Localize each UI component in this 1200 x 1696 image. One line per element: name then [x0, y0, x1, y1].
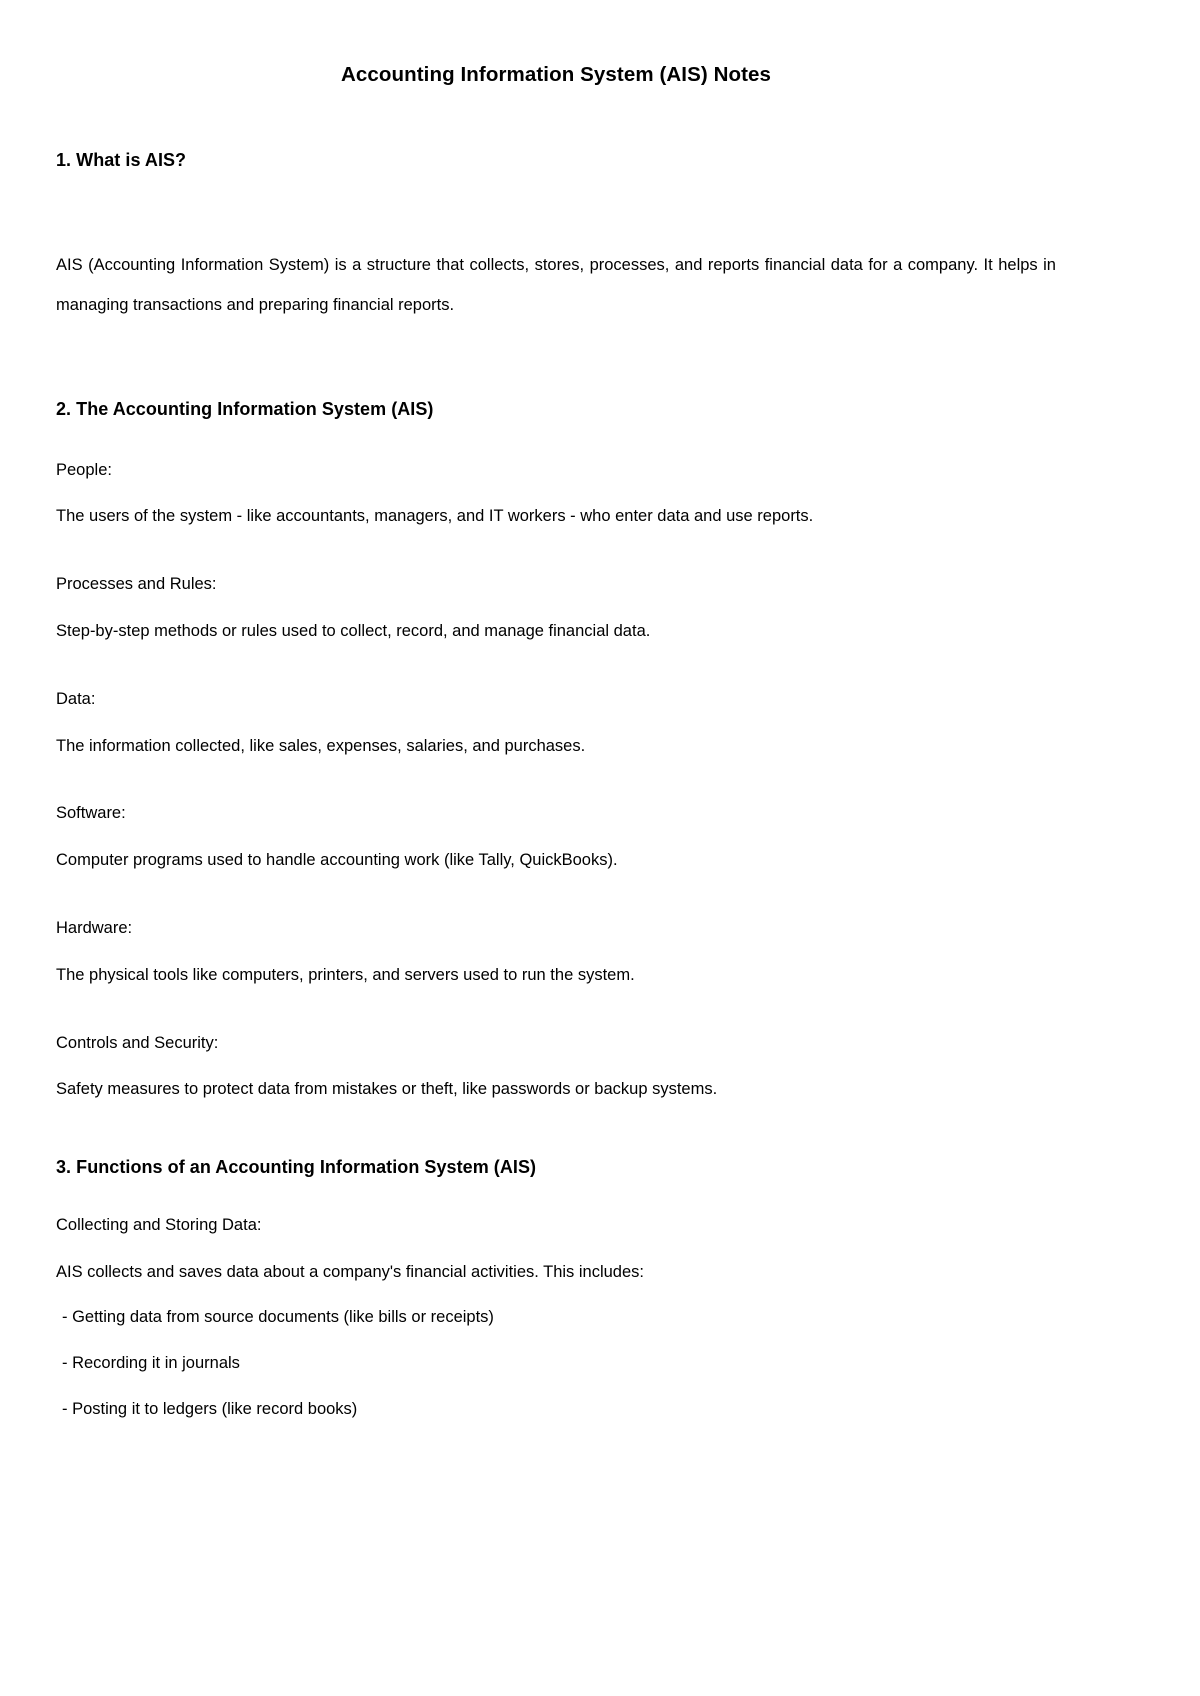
section-3-intro: AIS collects and saves data about a company's financial activities. This includes:: [56, 1262, 644, 1281]
term-processes-and-rules: Processes and Rules:: [56, 575, 217, 594]
description-hardware: The physical tools like computers, printers, and servers used to run the system.: [56, 965, 635, 984]
list-item: - Getting data from source documents (like bills or receipts): [62, 1308, 494, 1327]
term-software: Software:: [56, 804, 126, 823]
term-hardware: Hardware:: [56, 919, 133, 937]
description-processes-and-rules: Step-by-step methods or rules used to collect, record, and manage financial data.: [56, 622, 651, 641]
term-controls-and-security: Controls and Security:: [56, 1033, 219, 1052]
page-title: Accounting Information System (AIS) Notes: [340, 63, 772, 86]
description-software: Computer programs used to handle accounting work (like Tally, QuickBooks).: [56, 851, 618, 870]
section-heading-1: 1. What is AIS?: [56, 149, 187, 170]
list-item: - Posting it to ledgers (like record books): [62, 1399, 358, 1418]
term-people: People:: [56, 460, 112, 479]
list-item: - Recording it in journals: [62, 1354, 240, 1373]
section-heading-3: 3. Functions of an Accounting Information System (AIS): [56, 1157, 537, 1178]
term-data: Data:: [56, 689, 96, 708]
description-people: The users of the system - like accountants, managers, and IT workers - who enter data and use reports.: [56, 507, 814, 526]
subheading-collecting-and-storing-data: Collecting and Storing Data:: [56, 1215, 262, 1234]
description-data: The information collected, like sales, expenses, salaries, and purchases.: [56, 736, 586, 755]
section-1-paragraph: AIS (Accounting Information System) is a structure that collects, stores, processes, and reports financial data for a company. It helps in managing transactions and preparing financial reports.: [56, 255, 1056, 315]
document-body: [56, 0, 1056, 1420]
description-controls-and-security: Safety measures to protect data from mistakes or theft, like passwords or backup systems.: [56, 1080, 718, 1099]
section-heading-2: 2. The Accounting Information System (AIS): [56, 399, 434, 420]
